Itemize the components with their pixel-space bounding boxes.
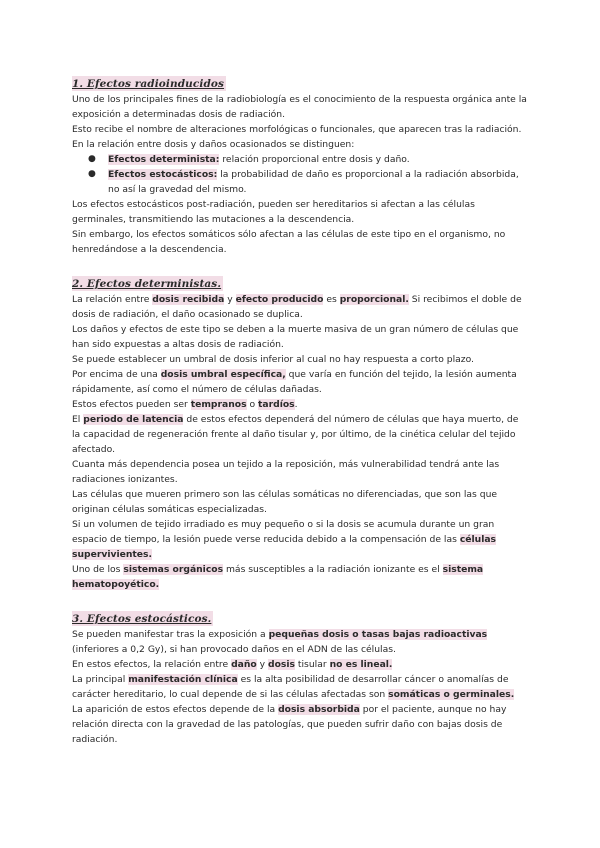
list-item: ● Efectos determinista: relación proporcional entre dosis y daño.	[88, 154, 410, 165]
section-heading: 2. Efectos deterministas.	[72, 278, 222, 290]
bullet-icon: ●	[88, 169, 96, 179]
document-page	[72, 72, 528, 762]
paragraph: Los efectos estocásticos post-radiación, pueden ser hereditarios si afectan a las células germinales, transmitiendo las mutaciones a la descendencia.	[72, 199, 475, 225]
section-heading: 1. Efectos radioinducidos	[72, 78, 225, 90]
list-item: ● Efectos estocásticos: la probabilidad de daño es proporcional a la radiación absorbida, no así la gravedad del mismo.	[88, 169, 519, 195]
bullet-list	[72, 152, 528, 197]
paragraph: Los daños y efectos de este tipo se deben a la muerte masiva de un gran número de células que han sido expuestas a altas dosis de radiación.	[72, 324, 519, 350]
paragraph: Cuanta más dependencia posea un tejido a la reposición, más vulnerabilidad tendrá ante las radiaciones ionizantes.	[72, 459, 500, 485]
paragraph: Estos efectos pueden ser tempranos o tardíos.	[72, 399, 298, 410]
paragraph: Uno de los principales fines de la radiobiología es el conocimiento de la respuesta orgánica ante la exposición a determinadas dosis de radiación.	[72, 94, 527, 120]
paragraph: La aparición de estos efectos depende de la dosis absorbida por el paciente, aunque no hay relación directa con la gravedad de las patologías, que pueden sufrir daño con bajas dosis de radiación.	[72, 704, 507, 745]
paragraph: Esto recibe el nombre de alteraciones morfológicas o funcionales, que aparecen tras la radiación.	[72, 124, 522, 135]
paragraph: La relación entre dosis recibida y efecto producido es proporcional. Si recibimos el doble de dosis de radiación, el daño ocasionado se duplica.	[72, 294, 522, 320]
paragraph: El periodo de latencia de estos efectos dependerá del número de células que haya muerto, de la capacidad de regeneración frente al daño tisular y, por último, de la cinética celular del tejido afectado.	[72, 414, 519, 455]
paragraph: Se pueden manifestar tras la exposición a pequeñas dosis o tasas bajas radioactivas (inferiores a 0,2 Gy), si han provocado daños en el ADN de las células.	[72, 629, 488, 655]
paragraph: La principal manifestación clínica es la alta posibilidad de desarrollar cáncer o anomalías de carácter hereditario, lo cual depende de si las células afectadas son somáticas o germinales.	[72, 674, 515, 700]
paragraph: En estos efectos, la relación entre daño y dosis tisular no es lineal.	[72, 659, 393, 670]
paragraph: Se puede establecer un umbral de dosis inferior al cual no hay respuesta a corto plazo.	[72, 354, 474, 365]
section-1	[72, 72, 528, 257]
paragraph: Las células que mueren primero son las células somáticas no diferenciadas, que son las que originan células somáticas especializadas.	[72, 489, 498, 515]
paragraph: Por encima de una dosis umbral específica, que varía en función del tejido, la lesión aumenta rápidamente, así como el número de células dañadas.	[72, 369, 517, 395]
paragraph: En la relación entre dosis y daños ocasionados se distinguen:	[72, 139, 355, 150]
section-heading: 3. Efectos estocásticos.	[72, 613, 212, 625]
bullet-icon: ●	[88, 154, 96, 164]
paragraph: Uno de los sistemas orgánicos más susceptibles a la radiación ionizante es el sistema hematopoyético.	[72, 564, 484, 590]
section-2	[72, 272, 528, 592]
paragraph: Si un volumen de tejido irradiado es muy pequeño o si la dosis se acumula durante un gran espacio de tiempo, la lesión puede verse reducida debido a la compensación de las células supervivientes.	[72, 519, 497, 560]
paragraph: Sin embargo, los efectos somáticos sólo afectan a las células de este tipo en el organismo, no henredándose a la descendencia.	[72, 229, 506, 255]
section-3	[72, 607, 528, 747]
